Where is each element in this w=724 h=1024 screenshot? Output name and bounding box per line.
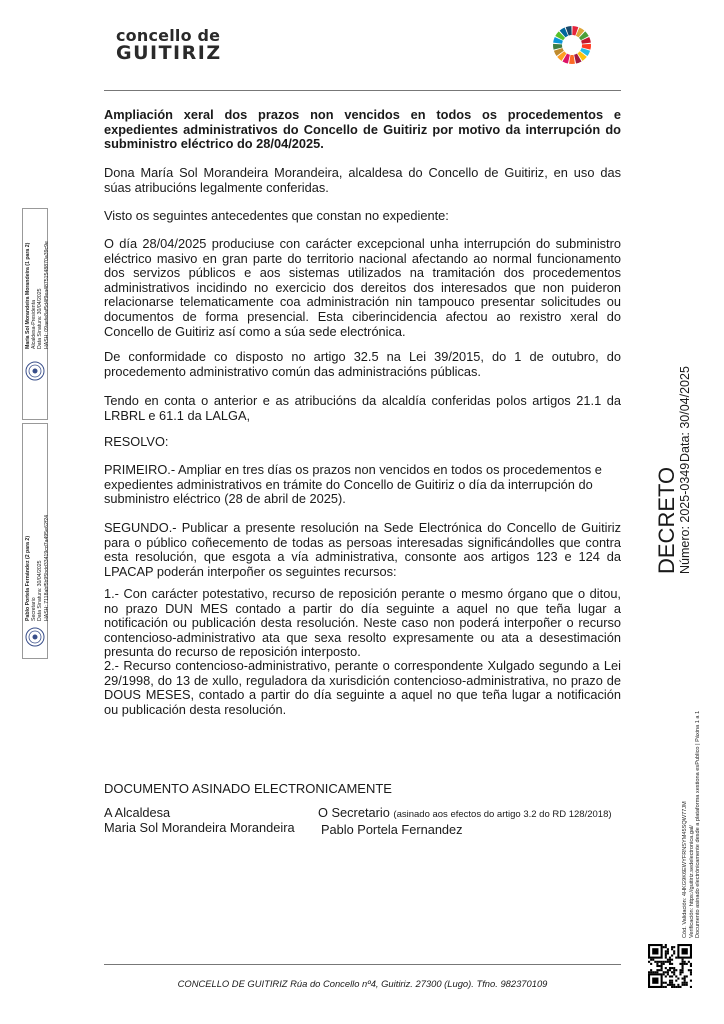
signature-left <box>104 805 295 835</box>
paragraph: Dona María Sol Morandeira Morandeira, alcaldesa do Concello de Guitiriz, en uso das súas atribucións legalmente conferidas. <box>104 165 621 195</box>
secretario-note: (asinado aos efectos do artigo 3.2 do RD 128/2018) <box>393 809 612 820</box>
paragraph: RESOLVO: <box>104 434 169 449</box>
signer-name: Maria Sol Morandeira Morandeira (1 para 2) <box>25 242 31 349</box>
paragraph: SEGUNDO.- Publicar a presente resolución na Sede Electrónica do Concello de Guitiriz para o público coñecemento de todas as persoas interesadas significándolles que contra esta resolución, que esgota a vía administrativa, consonte aos artigos 123 e 124 da LPACAP poderán interpoñer os seguintes recursos: <box>104 520 621 579</box>
signature-heading: DOCUMENTO ASINADO ELECTRONICAMENTE <box>104 781 392 796</box>
alcaldesa-role: A Alcaldesa <box>104 805 171 820</box>
paragraph-recurso-1 <box>104 587 621 660</box>
signer-name: Pablo Portela Fernández (2 para 2) <box>25 535 31 621</box>
paragraph-primeiro <box>104 463 621 507</box>
paragraph: 2.- Recurso contencioso-administrativo, perante o correspondente Xulgado segundo a Lei 29/1998, do 13 de xullo, reguladora da xurisdición contencioso-administrativa, no prazo de DOUS MESES, contado a partir do día seguinte a aquel no que teña lugar a notificación ou publicación desta resolución. <box>104 658 621 717</box>
sdg-segment <box>569 55 575 64</box>
side-signature-panel-2 <box>22 423 48 659</box>
paragraph: Tendo en conta o anterior e as atribucións da alcaldía conferidas polos artigos 21.1 da LRBRL e 61.1 da LALGA, <box>104 393 621 423</box>
validation-platform: Documento asinado electrónicamente desde a plataforma xestiona esPublico | Páxina 1 a 1 <box>695 710 702 938</box>
signature-right <box>318 805 612 837</box>
decreto-stamp <box>656 467 678 574</box>
signer-hash: HASH: 09aefe8af5d4f9ea48751548870a39c9e <box>43 241 50 349</box>
seal-icon <box>25 627 45 647</box>
document-title <box>104 108 621 152</box>
validation-url: Verificación: https://guitiriz.sedelectronica.gal/ <box>688 825 695 938</box>
resolvo-heading <box>104 435 621 450</box>
signer-date: Data Sinatura: 30/04/2025 <box>37 288 44 349</box>
signer-date: Data Sinatura: 30/04/2025 <box>37 560 44 621</box>
signer-role: Secretario <box>31 597 38 621</box>
paragraph: De conformidade co disposto no artigo 32.5 na Lei 39/2015, do 1 de outubro, do procedemento administrativo común das administracións públicas. <box>104 349 621 379</box>
validation-code: Cód. Validación: 4HKG9K6EWYFRNSYM45SQW77JM <box>682 801 688 938</box>
signer-role: Alcaldesa-Presidenta <box>31 299 38 349</box>
paragraph: PRIMEIRO.- Ampliar en tres días os prazos non vencidos en todos os procedementos e expedientes administrativos en trámite do Concello de Guitiriz o día da interrupción do subministro eléctrico (28 de abril de 2025). <box>104 462 602 507</box>
paragraph: O día 28/04/2025 produciuse con carácter excepcional unha interrupción do subministro eléctrico masivo en gran parte do territorio nacional afectando ao normal funcionamento dos servizos públicos e aos sistemas utilizados na tramitación dos procedementos administrativos incidindo no exercicio dos dereitos dos interesados que non puideron relacionarse telematicamente coa administración nin tampouco presentar solicitudes ou documentos de forma presencial. Esta ciberincidencia afectou ao rexistro xeral do Concello de Guitiriz así como a súa sede electrónica. <box>104 236 621 339</box>
paragraph-segundo <box>104 521 621 579</box>
paragraph-legal-basis <box>104 350 621 379</box>
decreto-numero: Número: 2025-0349 <box>678 462 692 574</box>
secretario-role: O Secretario <box>318 805 390 820</box>
paragraph: 1.- Con carácter potestativo, recurso de reposición perante o mesmo órgano que o ditou, no prazo DUN MES contado a partir do día seguinte a aquel no que teña lugar a notificación ou publicación desta resolución. Neste caso non poderá interpoñer o recurso contencioso-administrativo ata que sexa resolto expresamente ou ata a desestimación presunta do recurso de reposición interposto. <box>104 586 621 660</box>
footer-divider <box>104 964 621 965</box>
header-divider <box>104 90 621 91</box>
alcaldesa-name: Maria Sol Morandeira Morandeira <box>104 820 295 835</box>
paragraph-intro <box>104 166 621 195</box>
title-text: Ampliación xeral dos prazos non vencidos en todos os procedementos e expedientes administrativos do Concello de Guitiriz por motivo da interrupción do subministro eléctrico do 28/04/2025. <box>104 107 621 152</box>
sdg-wheel-icon <box>552 25 592 65</box>
signer-hash: HASH: 7118abf5b95bdd33419cd7a495e62f24 <box>43 514 50 621</box>
logo-line1: concello de <box>116 26 221 45</box>
side-signature-text-1 <box>25 241 50 349</box>
paragraph-recurso-2 <box>104 659 621 717</box>
paragraph: Visto os seguintes antecedentes que constan no expediente: <box>104 208 449 223</box>
decreto-label: DECRETO <box>654 466 679 574</box>
footer-address: CONCELLO DE GUITIRIZ Rúa do Concello nº4, Guitiriz. 27300 (Lugo). Tfno. 982370109 <box>177 978 548 989</box>
qr-code-icon[interactable] <box>648 944 692 988</box>
seal-icon <box>25 361 45 381</box>
side-signature-text-2 <box>25 515 50 621</box>
secretario-name: Pablo Portela Fernandez <box>321 822 463 837</box>
side-signature-panel-1 <box>22 208 48 420</box>
paragraph-incident <box>104 237 621 339</box>
logo-line2: GUITIRIZ <box>116 42 222 64</box>
paragraph-attributions <box>104 394 621 423</box>
paragraph-antecedentes <box>104 209 621 224</box>
concello-logo <box>116 28 222 62</box>
validation-text <box>682 711 702 938</box>
decreto-data: Data: 30/04/2025 <box>678 366 692 462</box>
